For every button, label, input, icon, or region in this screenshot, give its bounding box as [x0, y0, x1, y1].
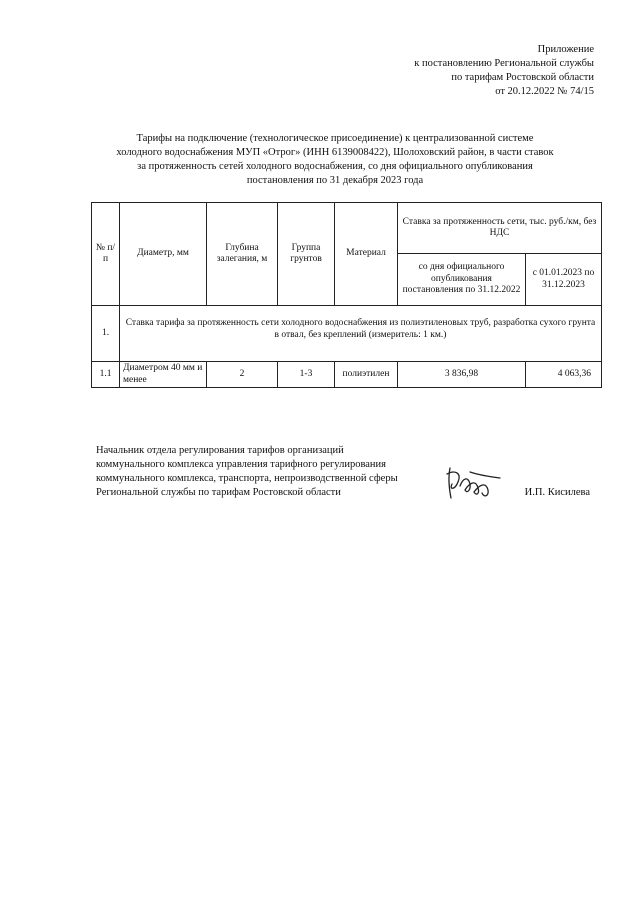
signature-block — [96, 444, 456, 500]
section-row — [92, 306, 602, 362]
appendix-line: от 20.12.2022 № 74/15 — [495, 86, 594, 97]
signatory-name: И.П. Кисилева — [524, 487, 590, 498]
signature-line: коммунального комплекса управления тарифного регулирования — [96, 459, 386, 470]
signature-line: коммунального комплекса, транспорта, непроизводственной сферы — [96, 473, 398, 484]
tariff-table — [91, 202, 602, 388]
row-soil-group: 1-3 — [278, 362, 335, 388]
row-value-1: 3 836,98 — [398, 362, 526, 388]
row-diameter: Диаметром 40 мм и менее — [120, 362, 207, 388]
row-num: 1.1 — [92, 362, 120, 388]
title-line: за протяженность сетей холодного водоснабжения, со дня официального опубликования — [137, 161, 533, 172]
appendix-line: Приложение — [537, 44, 594, 55]
header-depth: Глубина залегания, м — [207, 203, 278, 306]
handwritten-signature-icon — [440, 460, 504, 504]
header-num: № п/п — [92, 203, 120, 306]
header-rate: Ставка за протяженность сети, тыс. руб./км, без НДС — [398, 203, 602, 254]
title-line: постановления по 31 декабря 2023 года — [246, 175, 424, 186]
section-num: 1. — [92, 306, 120, 362]
appendix-line: к постановлению Региональной службы — [414, 58, 594, 69]
header-material: Материал — [335, 203, 398, 306]
title-line: холодного водоснабжения МУП «Отрог» (ИНН 6139008422), Шолоховский район, в части ставок — [116, 147, 554, 158]
header-period-1: со дня официального опубликования постановления по 31.12.2022 — [398, 254, 526, 306]
row-value-2: 4 063,36 — [526, 362, 602, 388]
section-text: Ставка тарифа за протяженность сети холодного водоснабжения из полиэтиленовых труб, разработка сухого грунта в отвал, без креплений (измеритель: 1 км.) — [120, 306, 602, 362]
header-row — [92, 203, 602, 254]
header-period-2: с 01.01.2023 по 31.12.2023 — [526, 254, 602, 306]
row-depth: 2 — [207, 362, 278, 388]
signature-line: Региональной службы по тарифам Ростовской области — [96, 487, 341, 498]
header-diameter: Диаметр, мм — [120, 203, 207, 306]
document-title — [80, 132, 590, 188]
appendix-line: по тарифам Ростовской области — [451, 72, 594, 83]
row-material: полиэтилен — [335, 362, 398, 388]
header-soil-group: Группа грунтов — [278, 203, 335, 306]
table-row — [92, 362, 602, 388]
signature-line: Начальник отдела регулирования тарифов организаций — [96, 445, 344, 456]
title-line: Тарифы на подключение (технологическое присоединение) к централизованной системе — [136, 133, 534, 144]
appendix-header — [274, 43, 594, 99]
